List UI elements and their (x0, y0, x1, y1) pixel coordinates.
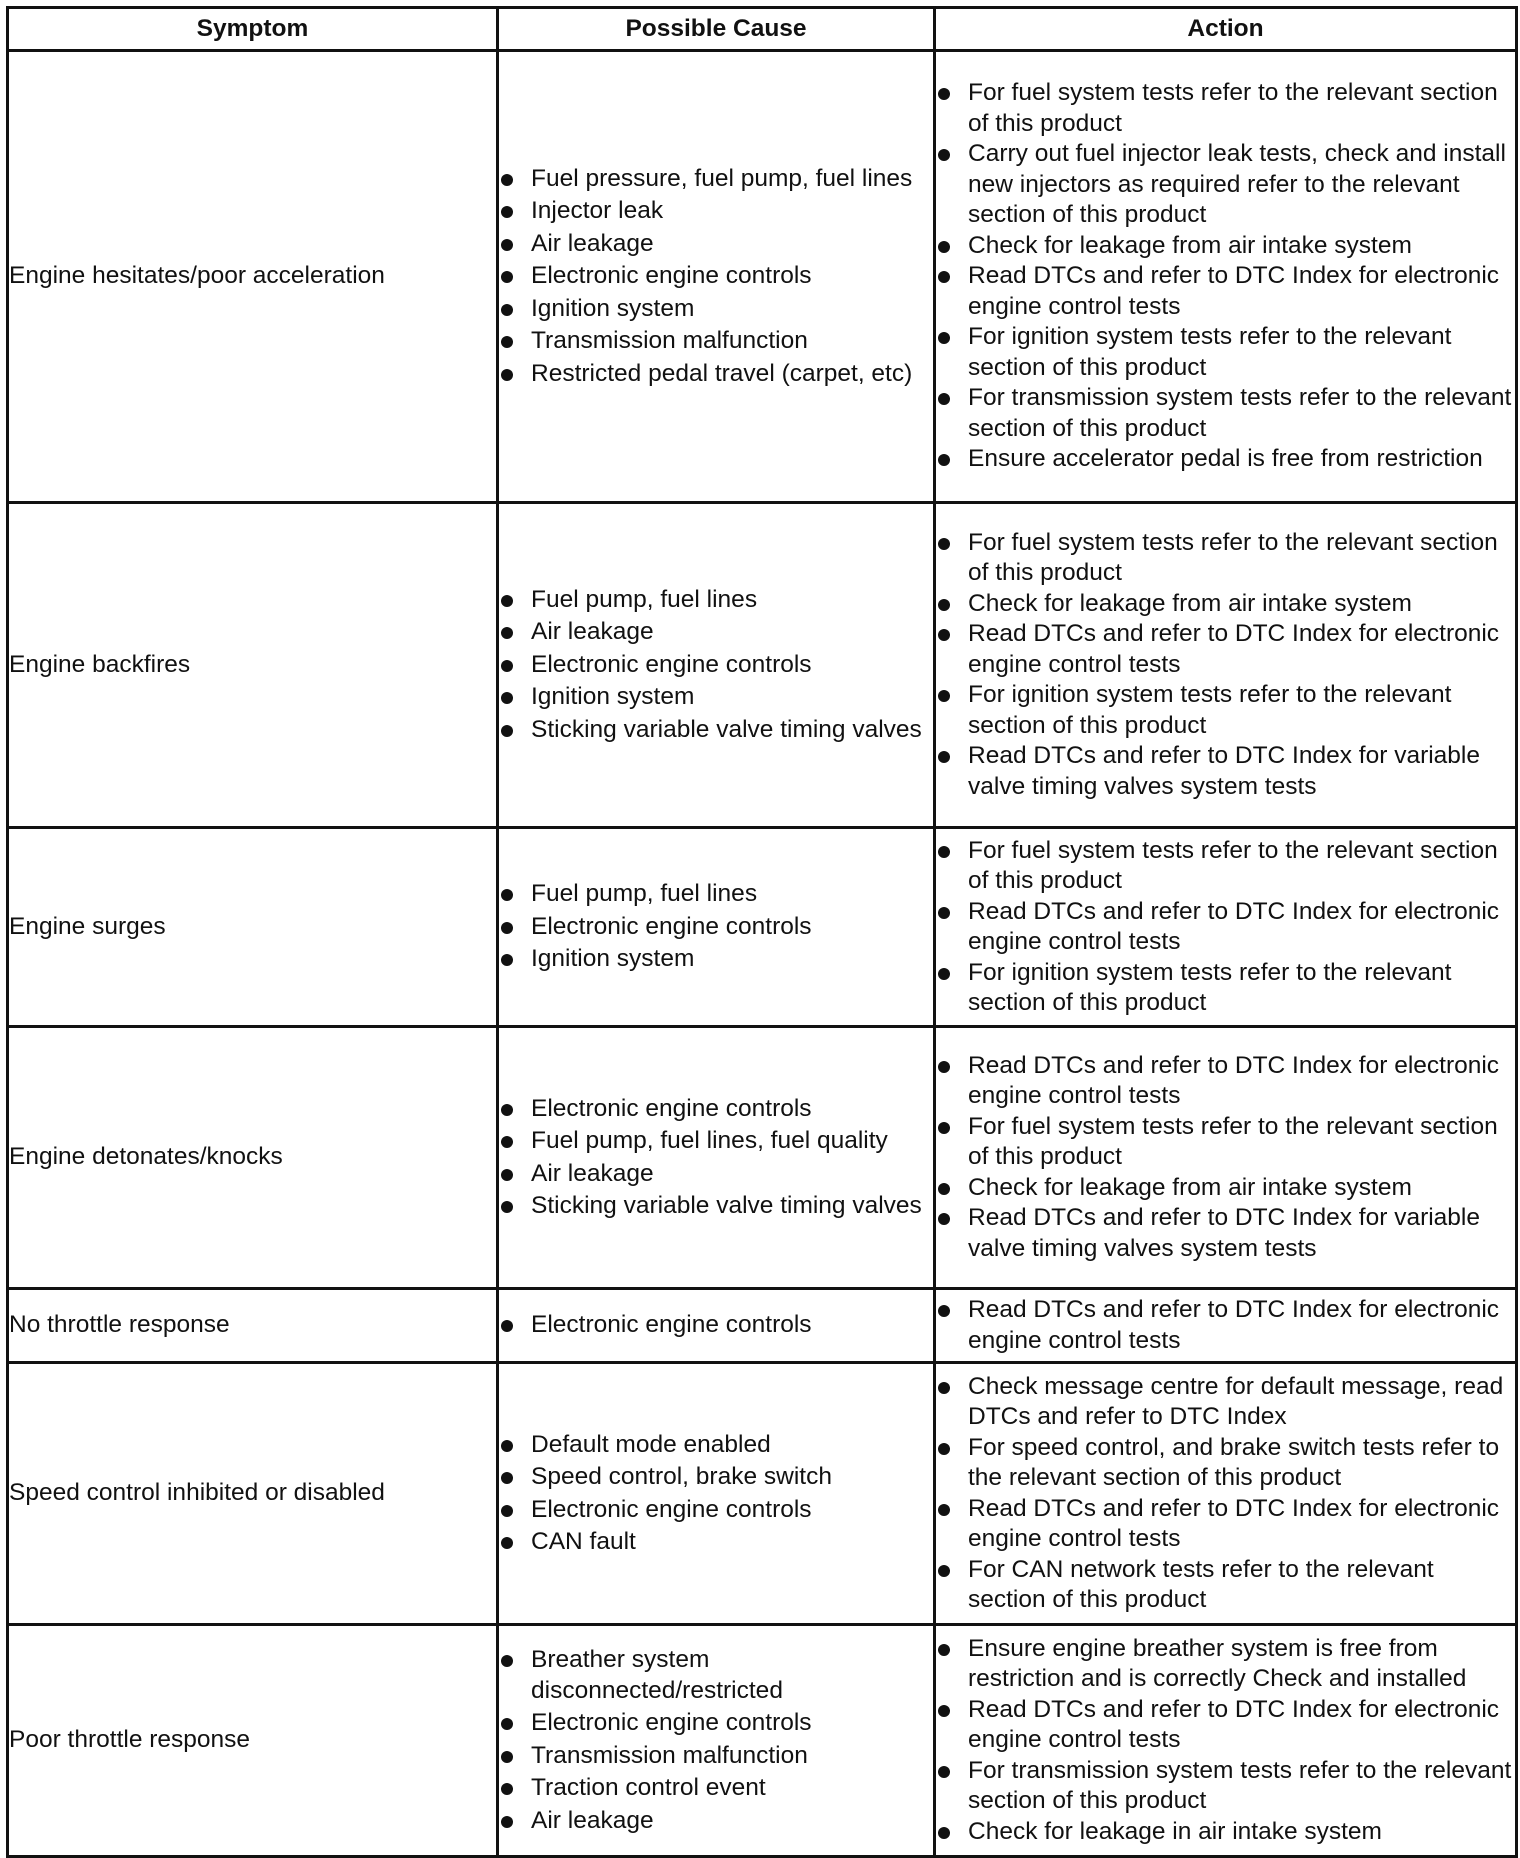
cause-list-item: Electronic engine controls (499, 650, 933, 681)
symptom-cell: Engine backfires (8, 503, 498, 828)
action-list-item: For ignition system tests refer to the relevant section of this product (936, 958, 1515, 1019)
action-list-item: For fuel system tests refer to the relevant section of this product (936, 78, 1515, 139)
action-list-item: Read DTCs and refer to DTC Index for variable valve timing valves system tests (936, 1203, 1515, 1264)
action-list-item: For fuel system tests refer to the relevant section of this product (936, 1112, 1515, 1173)
action-cell (935, 1289, 1517, 1363)
action-list-item: For ignition system tests refer to the relevant section of this product (936, 322, 1515, 383)
action-cell (935, 503, 1517, 828)
action-cell-list (936, 1634, 1515, 1848)
possible-cause-cell (498, 51, 935, 503)
action-list-item: Check for leakage in air intake system (936, 1817, 1515, 1848)
cause-list-item: Injector leak (499, 196, 933, 227)
action-column-header: Action (935, 8, 1517, 51)
action-list-item: For transmission system tests refer to the relevant section of this product (936, 383, 1515, 444)
table-row (8, 51, 1517, 503)
possible-cause-cell-list (499, 1310, 933, 1341)
action-cell-list (936, 1051, 1515, 1265)
possible-cause-cell (498, 1027, 935, 1289)
action-cell-list (936, 1372, 1515, 1616)
action-list-item: Check for leakage from air intake system (936, 1173, 1515, 1204)
cause-list-item: Default mode enabled (499, 1430, 933, 1461)
symptom-diagnosis-table (6, 6, 1518, 1858)
action-list-item: Ensure accelerator pedal is free from restriction (936, 444, 1515, 475)
cause-list-item: Sticking variable valve timing valves (499, 715, 933, 746)
cause-list-item: Air leakage (499, 617, 933, 648)
action-cell (935, 51, 1517, 503)
cause-list-item: Air leakage (499, 229, 933, 260)
cause-list-item: Fuel pump, fuel lines (499, 879, 933, 910)
action-list-item: Read DTCs and refer to DTC Index for electronic engine control tests (936, 619, 1515, 680)
action-list-item: For ignition system tests refer to the relevant section of this product (936, 680, 1515, 741)
possible-cause-cell-list (499, 1094, 933, 1222)
action-list-item: For transmission system tests refer to the relevant section of this product (936, 1756, 1515, 1817)
action-list-item: Read DTCs and refer to DTC Index for electronic engine control tests (936, 1295, 1515, 1356)
possible-cause-cell (498, 1625, 935, 1857)
table-row (8, 1625, 1517, 1857)
action-cell-list (936, 528, 1515, 803)
cause-list-item: Transmission malfunction (499, 326, 933, 357)
cause-list-item: Restricted pedal travel (carpet, etc) (499, 359, 933, 390)
cause-list-item: Ignition system (499, 682, 933, 713)
possible-cause-cell-list (499, 1430, 933, 1558)
action-list-item: Check for leakage from air intake system (936, 589, 1515, 620)
possible-cause-cell (498, 828, 935, 1027)
cause-list-item: Electronic engine controls (499, 261, 933, 292)
action-cell (935, 828, 1517, 1027)
action-list-item: Read DTCs and refer to DTC Index for electronic engine control tests (936, 1051, 1515, 1112)
symptom-cell: Engine detonates/knocks (8, 1027, 498, 1289)
action-list-item: Read DTCs and refer to DTC Index for electronic engine control tests (936, 261, 1515, 322)
action-list-item: Check message centre for default message, read DTCs and refer to DTC Index (936, 1372, 1515, 1433)
action-list-item: Read DTCs and refer to DTC Index for electronic engine control tests (936, 1695, 1515, 1756)
action-list-item: Carry out fuel injector leak tests, check and install new injectors as required refer to the relevant section of this product (936, 139, 1515, 231)
action-list-item: Ensure engine breather system is free from restriction and is correctly Check and installed (936, 1634, 1515, 1695)
table-row (8, 1363, 1517, 1625)
cause-list-item: Electronic engine controls (499, 1708, 933, 1739)
cause-list-item: Electronic engine controls (499, 1310, 933, 1341)
cause-list-item: Ignition system (499, 294, 933, 325)
action-list-item: Read DTCs and refer to DTC Index for variable valve timing valves system tests (936, 741, 1515, 802)
symptom-cell: Poor throttle response (8, 1625, 498, 1857)
possible-cause-cell-list (499, 585, 933, 746)
cause-list-item: Electronic engine controls (499, 1094, 933, 1125)
action-list-item: For fuel system tests refer to the relevant section of this product (936, 528, 1515, 589)
cause-list-item: CAN fault (499, 1527, 933, 1558)
cause-list-item: Ignition system (499, 944, 933, 975)
cause-list-item: Fuel pump, fuel lines (499, 585, 933, 616)
possible-cause-cell (498, 503, 935, 828)
cause-list-item: Air leakage (499, 1806, 933, 1837)
cause-list-item: Speed control, brake switch (499, 1462, 933, 1493)
cause-list-item: Sticking variable valve timing valves (499, 1191, 933, 1222)
symptom-cell: Engine surges (8, 828, 498, 1027)
cause-list-item: Transmission malfunction (499, 1741, 933, 1772)
possible-cause-cell-list (499, 879, 933, 975)
table-row (8, 828, 1517, 1027)
action-list-item: For fuel system tests refer to the relevant section of this product (936, 836, 1515, 897)
possible-cause-cell-list (499, 1645, 933, 1836)
symptom-cell: Engine hesitates/poor acceleration (8, 51, 498, 503)
cause-list-item: Breather system disconnected/restricted (499, 1645, 933, 1706)
possible-cause-cell-list (499, 164, 933, 390)
table-body (8, 51, 1517, 1857)
cause-list-item: Fuel pump, fuel lines, fuel quality (499, 1126, 933, 1157)
possible-cause-cell (498, 1363, 935, 1625)
possible-cause-column-header: Possible Cause (498, 8, 935, 51)
cause-list-item: Traction control event (499, 1773, 933, 1804)
action-cell (935, 1363, 1517, 1625)
table-row (8, 1027, 1517, 1289)
action-cell (935, 1625, 1517, 1857)
cause-list-item: Electronic engine controls (499, 1495, 933, 1526)
action-list-item: Read DTCs and refer to DTC Index for electronic engine control tests (936, 897, 1515, 958)
action-list-item: For speed control, and brake switch tests refer to the relevant section of this product (936, 1433, 1515, 1494)
action-cell (935, 1027, 1517, 1289)
table-row (8, 503, 1517, 828)
possible-cause-cell (498, 1289, 935, 1363)
action-list-item: Check for leakage from air intake system (936, 231, 1515, 262)
action-cell-list (936, 836, 1515, 1019)
action-cell-list (936, 78, 1515, 475)
symptom-column-header: Symptom (8, 8, 498, 51)
action-list-item: For CAN network tests refer to the relevant section of this product (936, 1555, 1515, 1616)
action-list-item: Read DTCs and refer to DTC Index for electronic engine control tests (936, 1494, 1515, 1555)
symptom-cell: Speed control inhibited or disabled (8, 1363, 498, 1625)
action-cell-list (936, 1295, 1515, 1356)
symptom-cell: No throttle response (8, 1289, 498, 1363)
cause-list-item: Air leakage (499, 1159, 933, 1190)
cause-list-item: Fuel pressure, fuel pump, fuel lines (499, 164, 933, 195)
table-header-row (8, 8, 1517, 51)
table-row (8, 1289, 1517, 1363)
cause-list-item: Electronic engine controls (499, 912, 933, 943)
